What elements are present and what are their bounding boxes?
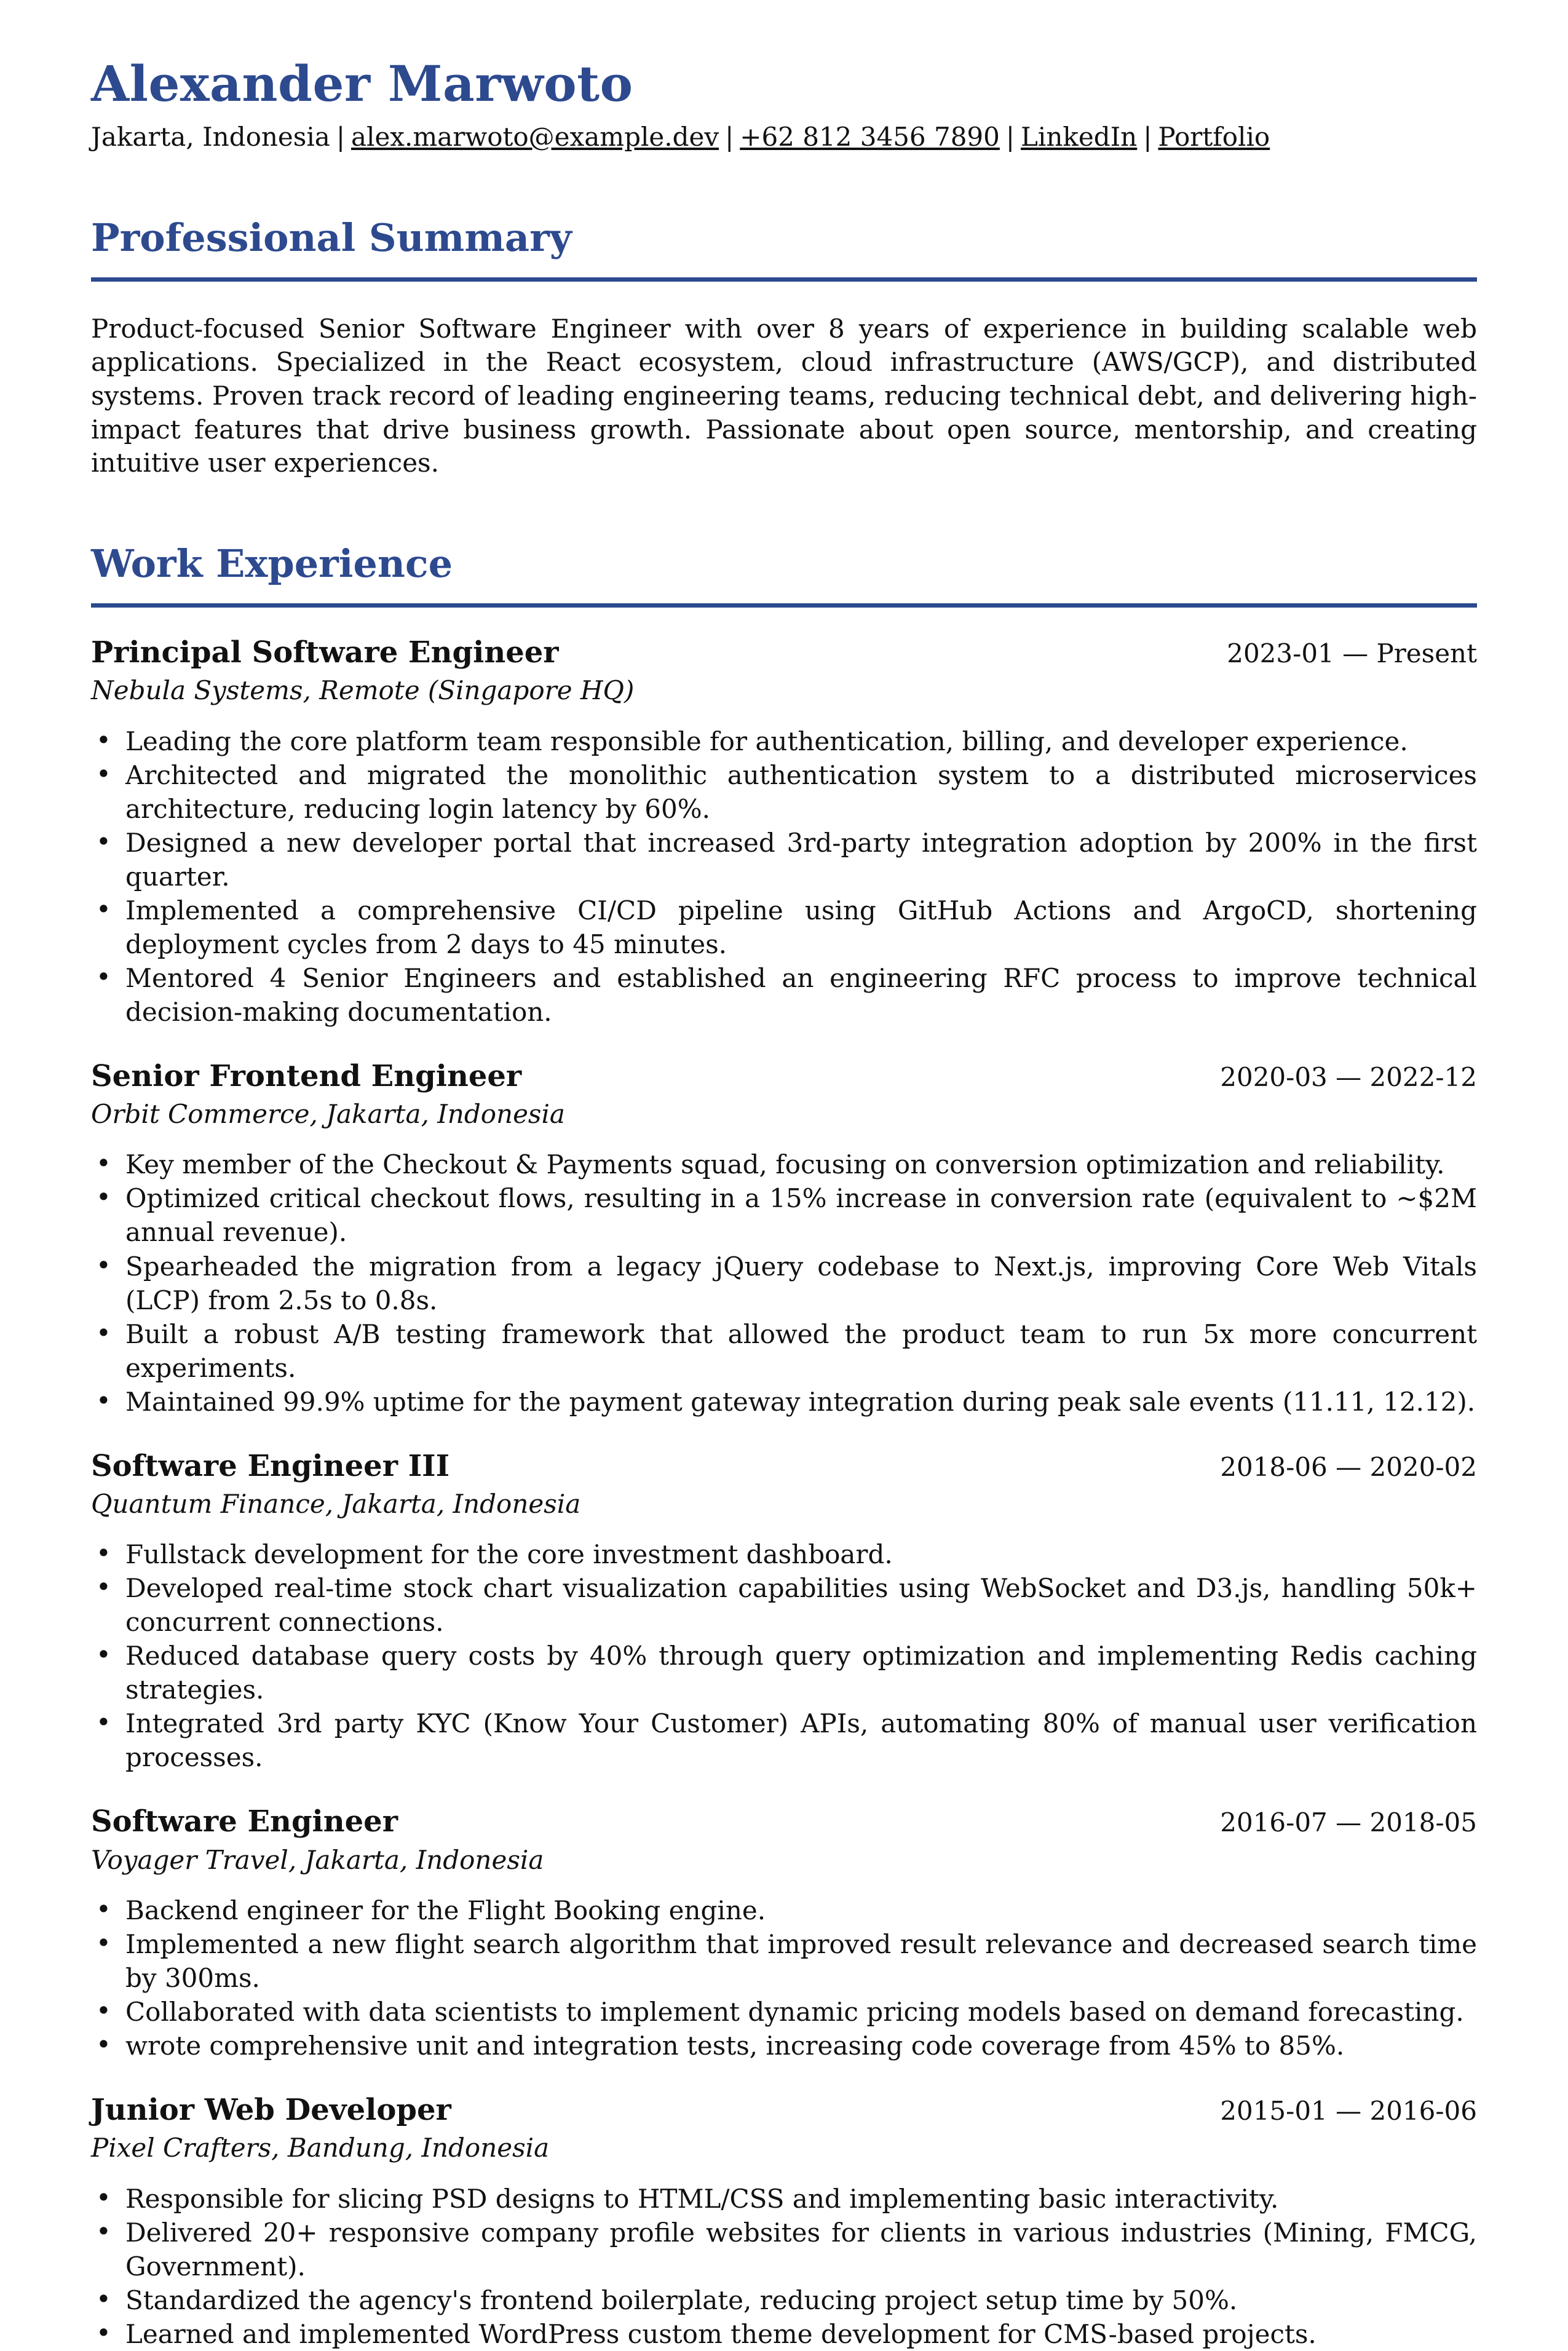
summary-section bbox=[91, 217, 1477, 480]
job-title: Senior Frontend Engineer bbox=[91, 1058, 522, 1093]
job-company: Quantum Finance, Jakarta, Indonesia bbox=[91, 1488, 581, 1519]
job-bullets bbox=[91, 1148, 1477, 1418]
job-header bbox=[91, 1805, 1477, 1839]
job-entry bbox=[91, 1060, 1477, 1419]
job-bullet: • Reduced database query costs by 40% through query optimization and implementing Redis caching strategies. bbox=[91, 1639, 1477, 1707]
job-header bbox=[91, 636, 1477, 670]
contact-line bbox=[91, 121, 1477, 154]
contact-separator: | bbox=[1005, 122, 1015, 152]
job-header bbox=[91, 2093, 1477, 2127]
job-bullets bbox=[91, 1537, 1477, 1774]
job-bullet: • Integrated 3rd party KYC (Know Your Customer) APIs, automating 80% of manual user verification processes. bbox=[91, 1707, 1477, 1774]
job-company: Pixel Crafters, Bandung, Indonesia bbox=[91, 2133, 550, 2163]
job-bullet: • Spearheaded the migration from a legacy jQuery codebase to Next.js, improving Core Web Vitals (LCP) from 2.5s to 0.8s. bbox=[91, 1250, 1477, 1317]
contact-separator: | bbox=[725, 122, 734, 152]
summary-heading: Professional Summary bbox=[91, 215, 572, 260]
resume-header bbox=[91, 55, 1477, 154]
job-company: Nebula Systems, Remote (Singapore HQ) bbox=[91, 675, 635, 706]
job-entry bbox=[91, 1805, 1477, 2063]
section-rule bbox=[91, 603, 1477, 608]
job-bullet: • Responsible for slicing PSD designs to HTML/CSS and implementing basic interactivity. bbox=[91, 2182, 1477, 2216]
summary-text: Product-focused Senior Software Engineer with over 8 years of experience in building scalable web applications. Specialized in the React ecosystem, cloud infrastructure (AWS/GCP), and distributed systems. Proven track record of leading engineering teams, reducing technical debt, and delivering high-impact features that drive business growth. Passionate about open source, mentorship, and creating intuitive user experiences. bbox=[91, 313, 1477, 478]
linkedin-link[interactable]: LinkedIn bbox=[1021, 122, 1138, 152]
job-dates: 2020-03 — 2022-12 bbox=[1220, 1061, 1477, 1092]
section-rule bbox=[91, 277, 1477, 282]
experience-heading: Work Experience bbox=[91, 541, 453, 586]
job-company: Voyager Travel, Jakarta, Indonesia bbox=[91, 1844, 544, 1875]
job-dates: 2016-07 — 2018-05 bbox=[1220, 1807, 1477, 1838]
job-bullet: • Designed a new developer portal that increased 3rd-party integration adoption by 200% in the first quarter. bbox=[91, 826, 1477, 894]
person-name: Alexander Marwoto bbox=[91, 55, 633, 113]
job-bullet: • Backend engineer for the Flight Booking engine. bbox=[91, 1893, 1477, 1927]
job-title: Junior Web Developer bbox=[91, 2093, 451, 2128]
job-dates: 2015-01 — 2016-06 bbox=[1220, 2096, 1477, 2127]
job-header bbox=[91, 1060, 1477, 1093]
job-bullet: • Implemented a new flight search algorithm that improved result relevance and decreased search time by 300ms. bbox=[91, 1927, 1477, 1995]
job-bullet: • Optimized critical checkout flows, resulting in a 15% increase in conversion rate (equivalent to ~$2M annual revenue). bbox=[91, 1181, 1477, 1249]
job-title: Software Engineer III bbox=[91, 1448, 450, 1483]
contact-location: Jakarta, Indonesia bbox=[91, 122, 330, 152]
job-bullet: • Fullstack development for the core investment dashboard. bbox=[91, 1537, 1477, 1571]
job-entry bbox=[91, 636, 1477, 1029]
job-dates: 2018-06 — 2020-02 bbox=[1220, 1451, 1477, 1482]
job-bullet: • Architected and migrated the monolithic authentication system to a distributed microservices architecture, reducing login latency by 60%. bbox=[91, 758, 1477, 826]
job-bullet: • Implemented a comprehensive CI/CD pipeline using GitHub Actions and ArgoCD, shortening deployment cycles from 2 days to 45 minutes. bbox=[91, 894, 1477, 961]
job-title: Principal Software Engineer bbox=[91, 635, 559, 670]
job-bullets bbox=[91, 1893, 1477, 2063]
portfolio-link[interactable]: Portfolio bbox=[1158, 122, 1270, 152]
job-bullet: • Developed real-time stock chart visualization capabilities using WebSocket and D3.js, handling 50k+ concurrent connections. bbox=[91, 1571, 1477, 1639]
job-bullet: • Learned and implemented WordPress custom theme development for CMS-based projects. bbox=[91, 2317, 1477, 2351]
job-dates: 2023-01 — Present bbox=[1227, 638, 1477, 668]
jobs-list bbox=[91, 636, 1477, 2351]
job-bullet: • wrote comprehensive unit and integration tests, increasing code coverage from 45% to 85%. bbox=[91, 2029, 1477, 2063]
job-bullet: • Mentored 4 Senior Engineers and established an engineering RFC process to improve technical decision-making documentation. bbox=[91, 961, 1477, 1029]
job-bullet: • Key member of the Checkout & Payments squad, focusing on conversion optimization and reliability. bbox=[91, 1148, 1477, 1181]
job-bullets bbox=[91, 724, 1477, 1029]
email-link[interactable]: alex.marwoto@example.dev bbox=[350, 122, 719, 152]
phone-link[interactable]: +62 812 3456 7890 bbox=[740, 122, 1000, 152]
contact-separator: | bbox=[1143, 122, 1152, 152]
job-bullet: • Maintained 99.9% uptime for the payment gateway integration during peak sale events (11.11, 12.12). bbox=[91, 1385, 1477, 1419]
job-entry bbox=[91, 2093, 1477, 2351]
job-bullet: • Collaborated with data scientists to implement dynamic pricing models based on demand forecasting. bbox=[91, 1995, 1477, 2029]
contact-separator: | bbox=[336, 122, 345, 152]
experience-section bbox=[91, 543, 1477, 2351]
job-bullet: • Built a robust A/B testing framework that allowed the product team to run 5x more concurrent experiments. bbox=[91, 1317, 1477, 1385]
job-title: Software Engineer bbox=[91, 1804, 398, 1839]
job-bullet: • Leading the core platform team responsible for authentication, billing, and developer experience. bbox=[91, 724, 1477, 758]
job-bullets bbox=[91, 2182, 1477, 2351]
job-header bbox=[91, 1449, 1477, 1483]
job-bullet: • Delivered 20+ responsive company profile websites for clients in various industries (Mining, FMCG, Government). bbox=[91, 2216, 1477, 2283]
job-entry bbox=[91, 1449, 1477, 1775]
job-bullet: • Standardized the agency's frontend boilerplate, reducing project setup time by 50%. bbox=[91, 2283, 1477, 2317]
job-company: Orbit Commerce, Jakarta, Indonesia bbox=[91, 1098, 565, 1129]
